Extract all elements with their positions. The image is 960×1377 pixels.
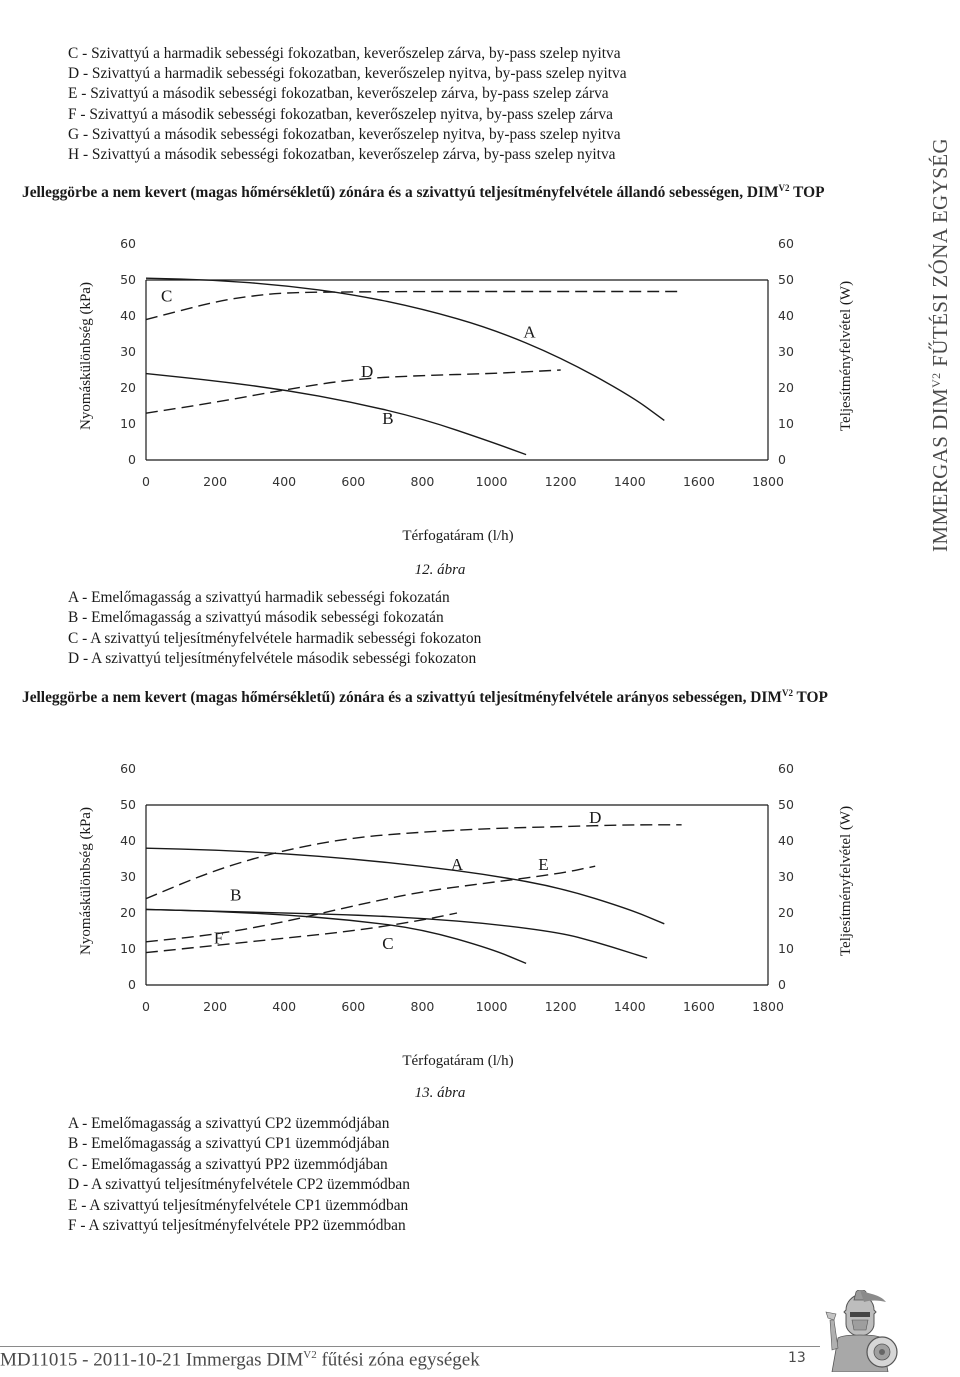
- warrior-logo-icon: [816, 1290, 906, 1372]
- y2-tick-label: 30: [778, 344, 794, 359]
- series-line-c: [146, 292, 682, 320]
- y2-axis-title: Teljesítményfelvétel (W): [838, 280, 854, 432]
- x-tick-label: 1000: [475, 999, 508, 1014]
- y2-tick-label: 50: [778, 272, 794, 287]
- series-line-b: [146, 909, 526, 963]
- side-banner-pre: IMMERGAS DIM: [928, 387, 952, 552]
- top-legend-line: G - Szivattyú a második sebességi fokozatban, keverőszelep nyitva, by-pass szelep nyitva: [68, 125, 621, 143]
- y-tick-label: 50: [120, 272, 136, 287]
- section-heading-proportional-speed: [22, 683, 894, 708]
- x-tick-label: 200: [203, 474, 228, 489]
- chart-12: [60, 220, 860, 585]
- legend-line: E - A szivattyú teljesítményfelvétele CP1 üzemmódban: [68, 1196, 409, 1214]
- legend-line: A - Emelőmagasság a szivattyú harmadik sebességi fokozatán: [68, 589, 450, 606]
- heading-superscript: V2: [778, 183, 790, 193]
- x-tick-label: 1800: [752, 999, 784, 1014]
- heading-superscript: V2: [781, 688, 793, 698]
- y-axis-title: Nyomáskülönbség (kPa): [78, 807, 94, 955]
- y2-tick-label: 0: [778, 452, 786, 467]
- section-heading-constant-speed: [22, 178, 902, 203]
- x-tick-label: 1200: [544, 999, 577, 1014]
- footer-pre: MD11015 - 2011-10-21 Immergas DIM: [0, 1349, 304, 1371]
- top-legend: [68, 44, 868, 165]
- y-tick-label: 20: [120, 905, 136, 920]
- y2-tick-label: 10: [778, 941, 794, 956]
- footer-post: fűtési zóna egységek: [316, 1349, 480, 1371]
- top-legend-line: F - Szivattyú a második sebességi fokozatban, keverőszelep nyitva, by-pass szelep zárva: [68, 105, 613, 123]
- figure-caption: 12. ábra: [414, 562, 466, 578]
- y-tick-label: 0: [128, 977, 136, 992]
- top-legend-line: D - Szivattyú a harmadik sebességi fokozatban, keverőszelep nyitva, by-pass szelep nyitva: [68, 65, 627, 83]
- legend-line: A - Emelőmagasság a szivattyú CP2 üzemmódjában: [68, 1115, 390, 1132]
- curve-label-b: B: [382, 409, 394, 428]
- y-tick-label: 10: [120, 941, 136, 956]
- y-axis-title: Nyomáskülönbség (kPa): [78, 282, 94, 430]
- x-tick-label: 0: [142, 999, 150, 1014]
- y2-tick-label: 0: [778, 977, 786, 992]
- x-axis-title: Térfogatáram (l/h): [402, 1053, 514, 1069]
- heading-text: Jelleggörbe a nem kevert (magas hőmérsékletű) zónára és a szivattyú teljesítményfelvétele arányos sebességen, DIM: [22, 689, 782, 707]
- curve-label-a: A: [450, 854, 464, 874]
- y2-tick-label: 20: [778, 380, 794, 395]
- chart-12-legend: [68, 588, 481, 670]
- top-legend-line: H - Szivattyú a második sebességi fokozatban, keverőszelep zárva, by-pass szelep nyitva: [68, 146, 616, 164]
- x-tick-label: 400: [272, 999, 297, 1014]
- footer-document-id: [0, 1349, 480, 1371]
- legend-line: D - A szivattyú teljesítményfelvétele második sebességi fokozaton: [68, 650, 477, 668]
- top-legend-line: E - Szivattyú a második sebességi fokozatban, keverőszelep zárva, by-pass szelep zárva: [68, 85, 609, 103]
- series-line-a: [146, 278, 664, 420]
- x-tick-label: 1600: [682, 474, 715, 489]
- chart-12-svg: [60, 220, 860, 580]
- heading-text: Jelleggörbe a nem kevert (magas hőmérsékletű) zónára és a szivattyú teljesítményfelvétele állandó sebességen, DIM: [22, 184, 779, 202]
- x-tick-label: 600: [341, 999, 366, 1014]
- curve-label-d: D: [361, 362, 374, 382]
- heading-tail: TOP: [789, 184, 825, 202]
- x-tick-label: 1400: [613, 999, 646, 1014]
- legend-line: C - Emelőmagasság a szivattyú PP2 üzemmódjában: [68, 1155, 388, 1173]
- series-line-d: [146, 825, 682, 899]
- curve-label-f: F: [213, 928, 224, 948]
- legend-line: B - Emelőmagasság a szivattyú második sebességi fokozatán: [68, 609, 444, 627]
- y2-tick-label: 60: [778, 236, 794, 251]
- curve-label-c: C: [161, 286, 173, 306]
- legend-line: F - A szivattyú teljesítményfelvétele PP2 üzemmódban: [68, 1217, 406, 1235]
- y2-tick-label: 40: [778, 833, 794, 848]
- x-tick-label: 1400: [613, 474, 646, 489]
- side-banner-svg: [920, 140, 954, 560]
- y2-tick-label: 30: [778, 869, 794, 884]
- x-tick-label: 800: [410, 999, 435, 1014]
- x-tick-label: 0: [142, 474, 150, 489]
- chart-13-legend: [68, 1114, 410, 1236]
- y2-tick-label: 20: [778, 905, 794, 920]
- x-tick-label: 200: [203, 999, 228, 1014]
- side-banner-sup: V2: [929, 372, 943, 388]
- y-tick-label: 30: [120, 344, 136, 359]
- legend-line: C - A szivattyú teljesítményfelvétele harmadik sebességi fokozaton: [68, 629, 482, 647]
- y-tick-label: 30: [120, 869, 136, 884]
- curve-label-e: E: [538, 854, 549, 874]
- y2-tick-label: 50: [778, 797, 794, 812]
- y2-tick-label: 40: [778, 308, 794, 323]
- footer-rule: [0, 1346, 820, 1347]
- series-line-f: [146, 913, 457, 953]
- footer-sup: V2: [303, 1349, 317, 1361]
- legend-line: B - Emelőmagasság a szivattyú CP1 üzemmódjában: [68, 1135, 390, 1153]
- page-number: 13: [788, 1350, 806, 1366]
- y2-axis-title: Teljesítményfelvétel (W): [838, 805, 854, 957]
- series-line-b: [146, 374, 526, 455]
- chart-13-svg: [60, 745, 860, 1105]
- x-tick-label: 1800: [752, 474, 784, 489]
- curve-label-b: B: [230, 885, 242, 905]
- x-axis-title: Térfogatáram (l/h): [402, 528, 514, 544]
- y-tick-label: 40: [120, 308, 136, 323]
- side-banner-text: [928, 140, 952, 552]
- x-tick-label: 1600: [682, 999, 715, 1014]
- y2-tick-label: 60: [778, 761, 794, 776]
- side-banner: [920, 140, 954, 560]
- immergas-warrior-logo: [816, 1290, 906, 1372]
- y-tick-label: 60: [120, 236, 136, 251]
- side-banner-post: FŰTÉSI ZÓNA EGYSÉGEK: [928, 140, 952, 373]
- x-tick-label: 1200: [544, 474, 577, 489]
- y-tick-label: 10: [120, 416, 136, 431]
- y-tick-label: 0: [128, 452, 136, 467]
- x-tick-label: 800: [410, 474, 435, 489]
- y2-tick-label: 10: [778, 416, 794, 431]
- y-tick-label: 60: [120, 761, 136, 776]
- y-tick-label: 50: [120, 797, 136, 812]
- x-tick-label: 600: [341, 474, 366, 489]
- curve-label-c: C: [382, 934, 394, 953]
- legend-line: D - A szivattyú teljesítményfelvétele CP2 üzemmódban: [68, 1176, 410, 1194]
- series-line-d: [146, 370, 561, 413]
- curve-label-d: D: [589, 808, 602, 827]
- x-tick-label: 400: [272, 474, 297, 489]
- heading-tail: TOP: [792, 689, 828, 707]
- curve-label-a: A: [523, 322, 536, 342]
- y-tick-label: 20: [120, 380, 136, 395]
- y-tick-label: 40: [120, 833, 136, 848]
- x-tick-label: 1000: [475, 474, 508, 489]
- figure-caption: 13. ábra: [414, 1085, 466, 1101]
- chart-13: [60, 745, 860, 1110]
- top-legend-line: C - Szivattyú a harmadik sebességi fokozatban, keverőszelep zárva, by-pass szelep nyitva: [68, 45, 621, 62]
